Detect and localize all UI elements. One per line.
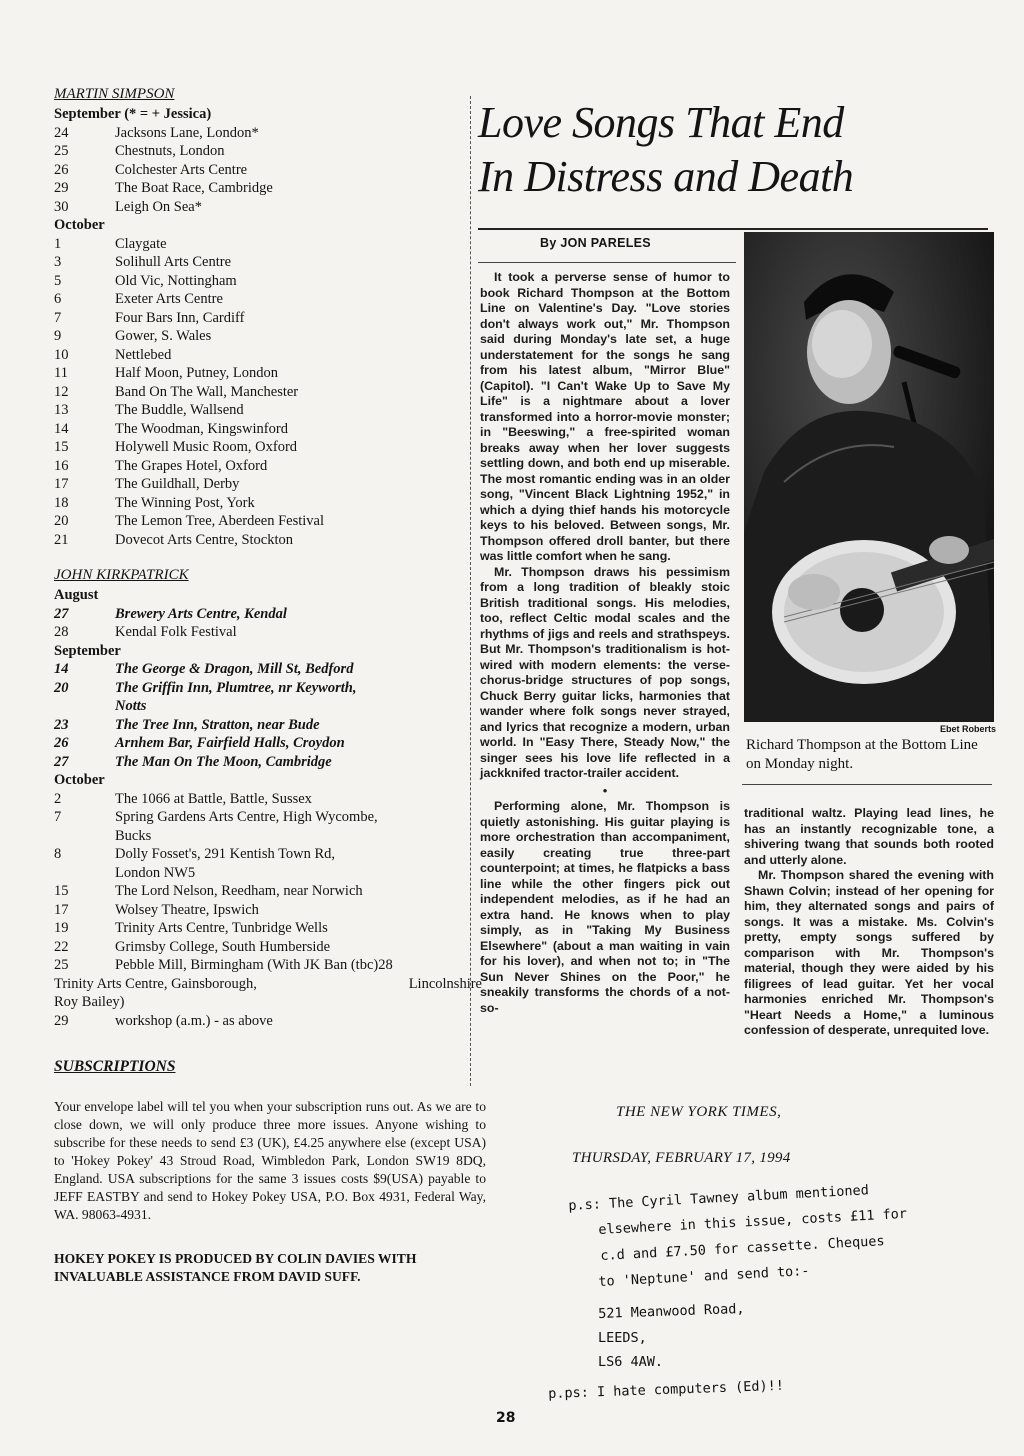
- tour-date-row: [54, 808, 494, 827]
- tour-date-row: [54, 475, 494, 494]
- handwritten-ps-line: p.s: The Cyril Tawney album mentioned: [568, 1182, 870, 1214]
- page-number: 28: [496, 1410, 516, 1426]
- handwritten-address-line: 521 Meanwood Road,: [598, 1300, 745, 1322]
- tour-venue: Holywell Music Room, Oxford: [115, 439, 298, 455]
- tour-date-row: [54, 623, 494, 642]
- tour-date: [54, 827, 115, 846]
- tour-date-row: [54, 438, 494, 457]
- tour-date: 23: [54, 716, 69, 733]
- handwritten-address-line: LS6 4AW.: [598, 1354, 664, 1370]
- tour-date: 24: [54, 124, 69, 141]
- article-paragraph: Mr. Thompson shared the evening with Shawn Colvin; instead of her opening for him, they alternated songs and pairs of songs. It was a mistake. Ms. Colvin's pretty, empty songs suffered by comparison with Mr. Thompson's material, though they were aided by his filigrees of lead guitar. Yet her vocal harmonies enriched Mr. Thompson's "Heart Needs a Home," a luminous confession of desperate, unrequited love.: [744, 868, 994, 1037]
- tour-venue: The Griffin Inn, Plumtree, nr Keyworth,: [115, 679, 357, 696]
- tour-venue: London NW5: [115, 864, 196, 881]
- tour-date: [54, 697, 115, 716]
- tour-date-row: [54, 956, 494, 975]
- tour-date: 18: [54, 494, 69, 511]
- tour-venue: Old Vic, Nottingham: [115, 272, 237, 289]
- caption-rule: [742, 784, 992, 785]
- subscriptions-heading: SUBSCRIPTIONS: [54, 1058, 176, 1075]
- tour-date-row: [54, 605, 494, 624]
- tour-date: 11: [54, 365, 68, 381]
- tour-date: 13: [54, 402, 69, 418]
- tour-date-row: [54, 734, 494, 753]
- article-byline: By JON PARELES: [540, 236, 651, 250]
- tour-month-label: October: [54, 217, 105, 233]
- tour-month-label: September: [54, 642, 121, 659]
- tour-venue: Grimsby College, South Humberside: [115, 938, 331, 955]
- tour-date-row: [54, 882, 494, 901]
- tour-date-row: [54, 512, 494, 531]
- tour-venue: Notts: [115, 698, 147, 714]
- handwritten-ps-line: elsewhere in this issue, costs £11 for: [598, 1205, 908, 1238]
- tour-date: 19: [54, 920, 69, 936]
- headline-line-2: In Distress and Death: [478, 152, 854, 201]
- tour-date-row: [54, 309, 494, 328]
- tour-venue: Half Moon, Putney, London: [115, 365, 278, 381]
- tour-date: 8: [54, 846, 62, 862]
- tour-date: 26: [54, 161, 69, 178]
- guitarist-photo-graphic: [744, 232, 994, 722]
- headline-line-1: Love Songs That End: [478, 98, 844, 147]
- tour-venue: The Winning Post, York: [115, 494, 255, 511]
- tour-month-label: October: [54, 772, 105, 788]
- trinity-line: [54, 975, 482, 994]
- handwritten-ps-line: c.d and £7.50 for cassette. Cheques: [600, 1233, 885, 1264]
- tour-venue: Solihull Arts Centre: [115, 254, 231, 270]
- photo-credit: Ebet Roberts: [940, 724, 997, 734]
- tour-date: 14: [54, 420, 69, 437]
- tour-month-label: August: [54, 587, 99, 603]
- tour-date: 14: [54, 661, 69, 677]
- tour-date-row: [54, 901, 494, 920]
- tour-date-row: [54, 457, 494, 476]
- tour-venue: The Grapes Hotel, Oxford: [115, 457, 268, 474]
- tour-date: 20: [54, 513, 69, 529]
- tour-date-row: [54, 290, 494, 309]
- tour-date-row: [54, 272, 494, 291]
- tour-date: 26: [54, 735, 69, 751]
- headline-rule: [478, 228, 988, 230]
- handwritten-ps-line: to 'Neptune' and send to:-: [598, 1262, 810, 1290]
- tour-venue: Gower, S. Wales: [115, 328, 212, 344]
- tour-date-row: [54, 420, 494, 439]
- tour-date: 25: [54, 143, 69, 159]
- tour-date: 20: [54, 679, 69, 696]
- tour-date: 22: [54, 938, 69, 955]
- tour-date-row: [54, 845, 494, 864]
- tour-date: 27: [54, 753, 69, 770]
- tour-month-label: September (* = + Jessica): [54, 106, 212, 122]
- produced-by-note: HOKEY POKEY IS PRODUCED BY COLIN DAVIES WITH INVALUABLE ASSISTANCE FROM DAVID SUFF.: [54, 1251, 417, 1284]
- tour-venue: Four Bars Inn, Cardiff: [115, 309, 245, 326]
- tour-date-row: [54, 364, 494, 383]
- tour-venue: Colchester Arts Centre: [115, 161, 248, 178]
- tour-date-row: [54, 161, 494, 180]
- tour-date-row: [54, 864, 494, 883]
- tour-date-row: [54, 679, 494, 698]
- tour-date-row: [54, 142, 494, 161]
- tour-date: 7: [54, 809, 62, 825]
- article-column-1: [480, 270, 730, 1016]
- tour-date: 15: [54, 439, 69, 455]
- tour-date: 17: [54, 901, 69, 918]
- tour-venue: Band On The Wall, Manchester: [115, 383, 299, 400]
- handwritten-pps: p.ps: I hate computers (Ed)!!: [548, 1377, 785, 1402]
- tour-venue: The Guildhall, Derby: [115, 476, 240, 492]
- tour-date: 12: [54, 383, 69, 400]
- tour-date-row: [54, 494, 494, 513]
- tour-date-row: [54, 235, 494, 254]
- tour-venue: The Tree Inn, Stratton, near Bude: [115, 716, 320, 733]
- tour-venue: The Boat Race, Cambridge: [115, 180, 273, 196]
- tour-date-row: [54, 827, 494, 846]
- tour-date: 1: [54, 235, 62, 252]
- tour-date: 17: [54, 476, 69, 492]
- tour-venue: Chestnuts, London: [115, 143, 225, 159]
- tour-date-row: [54, 346, 494, 365]
- tour-date-row: [54, 697, 494, 716]
- article-headline: [478, 96, 978, 204]
- tour-date: 29: [54, 1012, 69, 1029]
- tour-venue: The 1066 at Battle, Battle, Sussex: [115, 790, 312, 807]
- tour-date: 7: [54, 309, 62, 326]
- tour-date-row: [54, 919, 494, 938]
- tour-date: [54, 864, 115, 883]
- tour-venue: The Lord Nelson, Reedham, near Norwich: [115, 883, 363, 899]
- tour-venue: Spring Gardens Arts Centre, High Wycombe,: [115, 809, 378, 825]
- tour-venue: The Woodman, Kingswinford: [115, 420, 288, 437]
- tour-date: 16: [54, 457, 69, 474]
- tour-date-row: [54, 124, 494, 143]
- tour-date: 28: [54, 624, 69, 640]
- tour-venue: workshop (a.m.) - as above: [115, 1012, 273, 1029]
- tour-date-row: [54, 401, 494, 420]
- martin-simpson-heading: MARTIN SIMPSON: [54, 86, 175, 102]
- tour-venue: Jacksons Lane, London*: [115, 124, 259, 141]
- article-paragraph: It took a perverse sense of humor to book Richard Thompson at the Bottom Line on Valentine's Day. "Love stories don't always work out," Mr. Thompson said during Monday's late set, a huge understatement for the songs he sang from his latest album, "Mirror Blue" (Capitol). "I Can't Wake Up to Save My Life" is a nightmare about a lover transformed into a horror-movie monster; in "Beeswing," a free-spirited woman breaks away when her lover suggests settling down, and both end up miserable. The most romantic ending was in an older song, "Vincent Black Lightning 1952," in which a dying thief hands his motorcycle keys to his beloved. Between songs, Mr. Thompson offered droll banter, but there was little comfort when he sang.: [480, 270, 730, 563]
- performer-photo: [744, 232, 994, 722]
- tour-venue: The Man On The Moon, Cambridge: [115, 753, 332, 770]
- john-kirkpatrick-heading: JOHN KIRKPATRICK: [54, 567, 189, 583]
- tour-date-row: [54, 790, 494, 809]
- tour-date-row: [54, 938, 494, 957]
- tour-venue: The George & Dragon, Mill St, Bedford: [115, 661, 354, 677]
- martin-simpson-tour-list: [54, 105, 494, 549]
- tour-date: 10: [54, 346, 69, 363]
- tour-date-row: [54, 327, 494, 346]
- tour-date: 29: [54, 180, 69, 196]
- handwritten-address-line: LEEDS,: [598, 1330, 647, 1346]
- tour-venue: Leigh On Sea*: [115, 198, 202, 215]
- john-kirkpatrick-tour-list: [54, 586, 494, 975]
- subscriptions-body: Your envelope label will tel you when your subscription runs out. As we are to close down, we will only produce three more issues. Anyone wishing to subscribe for these needs to send £3 (UK), £4.25 anywhere else (except USA) to 'Hokey Pokey' 43 Stroud Road, Wimbledon Park, London SW19 8DQ, England. USA subscriptions for the same 3 issues costs $9(USA) payable to JEFF EASTBY and send to Hokey Pokey USA, P.O. Box 4931, Federal Way, WA. 98063-4931.: [54, 1099, 486, 1222]
- article-column-2: [744, 806, 994, 1039]
- tour-date-row: [54, 753, 494, 772]
- tour-date-row: [54, 383, 494, 402]
- tour-date: 15: [54, 883, 69, 899]
- trinity-right: Lincolnshire: [408, 975, 482, 992]
- roy-bailey-line: Roy Bailey): [54, 994, 125, 1010]
- tour-date: 6: [54, 291, 62, 307]
- tour-date: 27: [54, 605, 69, 622]
- tour-venue: Brewery Arts Centre, Kendal: [115, 605, 287, 622]
- tour-venue: Arnhem Bar, Fairfield Halls, Croydon: [115, 735, 345, 751]
- article-source: THE NEW YORK TIMES,: [616, 1104, 782, 1120]
- column-divider: [470, 96, 472, 1086]
- section-bullet: •: [602, 783, 608, 798]
- tour-venue: Dovecot Arts Centre, Stockton: [115, 531, 294, 548]
- tour-venue: Kendal Folk Festival: [115, 624, 237, 640]
- tour-date-row: [54, 179, 494, 198]
- tour-date: 5: [54, 272, 62, 289]
- tour-date-row: [54, 198, 494, 217]
- article-paragraph: traditional waltz. Playing lead lines, he has an instantly recognizable tone, a shivering twang that sounds both rooted and utterly alone.: [744, 806, 994, 867]
- tour-venue: The Lemon Tree, Aberdeen Festival: [115, 513, 324, 529]
- tour-venue: Exeter Arts Centre: [115, 291, 223, 307]
- tour-date-row: [54, 660, 494, 679]
- tour-date-row: [54, 1012, 494, 1031]
- tour-venue: Claygate: [115, 235, 167, 252]
- photo-caption: Richard Thompson at the Bottom Line on Monday night.: [746, 737, 978, 772]
- tour-date: 9: [54, 328, 62, 344]
- tour-date-row: [54, 531, 494, 550]
- tour-venue: The Buddle, Wallsend: [115, 402, 244, 418]
- tour-venue: Trinity Arts Centre, Tunbridge Wells: [115, 920, 328, 936]
- article-date: THURSDAY, FEBRUARY 17, 1994: [572, 1150, 791, 1166]
- tour-date: 21: [54, 531, 69, 548]
- tour-venue: Bucks: [115, 827, 152, 844]
- trinity-left: Trinity Arts Centre, Gainsborough,: [54, 975, 257, 992]
- tour-venue: Nettlebed: [115, 346, 172, 363]
- byline-rule: [478, 262, 736, 263]
- tour-date-row: [54, 253, 494, 272]
- left-column: [54, 86, 494, 1286]
- tour-date: 2: [54, 790, 62, 807]
- tour-venue: Dolly Fosset's, 291 Kentish Town Rd,: [115, 846, 336, 862]
- tour-date: 25: [54, 957, 69, 973]
- article-paragraph: Mr. Thompson draws his pessimism from a long tradition of bleakly stoic British traditional songs. His melodies, too, reflect Celtic modal scales and the rhythms of jigs and reels and strathspeys. But Mr. Thompson's traditionalism is hot-wired with modern elements: the verse-chorus-bridge structures of pop songs, Chuck Berry guitar licks, harmonies that wander where folk songs never strayed, and lyrics that recognize a modern, urban world. In "Easy There, Steady Now," the singer sees his love life reflected in a jackknifed tractor-trailer accident.: [480, 564, 730, 780]
- tour-date: 3: [54, 254, 62, 270]
- tour-venue: Pebble Mill, Birmingham (With JK Ban (tbc)28: [115, 957, 393, 973]
- tour-venue: Wolsey Theatre, Ipswich: [115, 901, 259, 918]
- tour-date-row: [54, 716, 494, 735]
- article-paragraph: Performing alone, Mr. Thompson is quietly astonishing. His guitar playing is more orchestration than accompaniment, easily creating true three-part counterpoint; at times, he flatpicks a bass line while the other fingers pick out independent melodies, as if he had an extra hand. He knows when to play simply, as in "Taking My Business Elsewhere" (about a man waiting in vain for his lover), and when not to; in "The Sun Never Shines on the Poor," he sneakily transforms the chords of a not-so-: [480, 799, 730, 1015]
- tour-date: 30: [54, 198, 69, 215]
